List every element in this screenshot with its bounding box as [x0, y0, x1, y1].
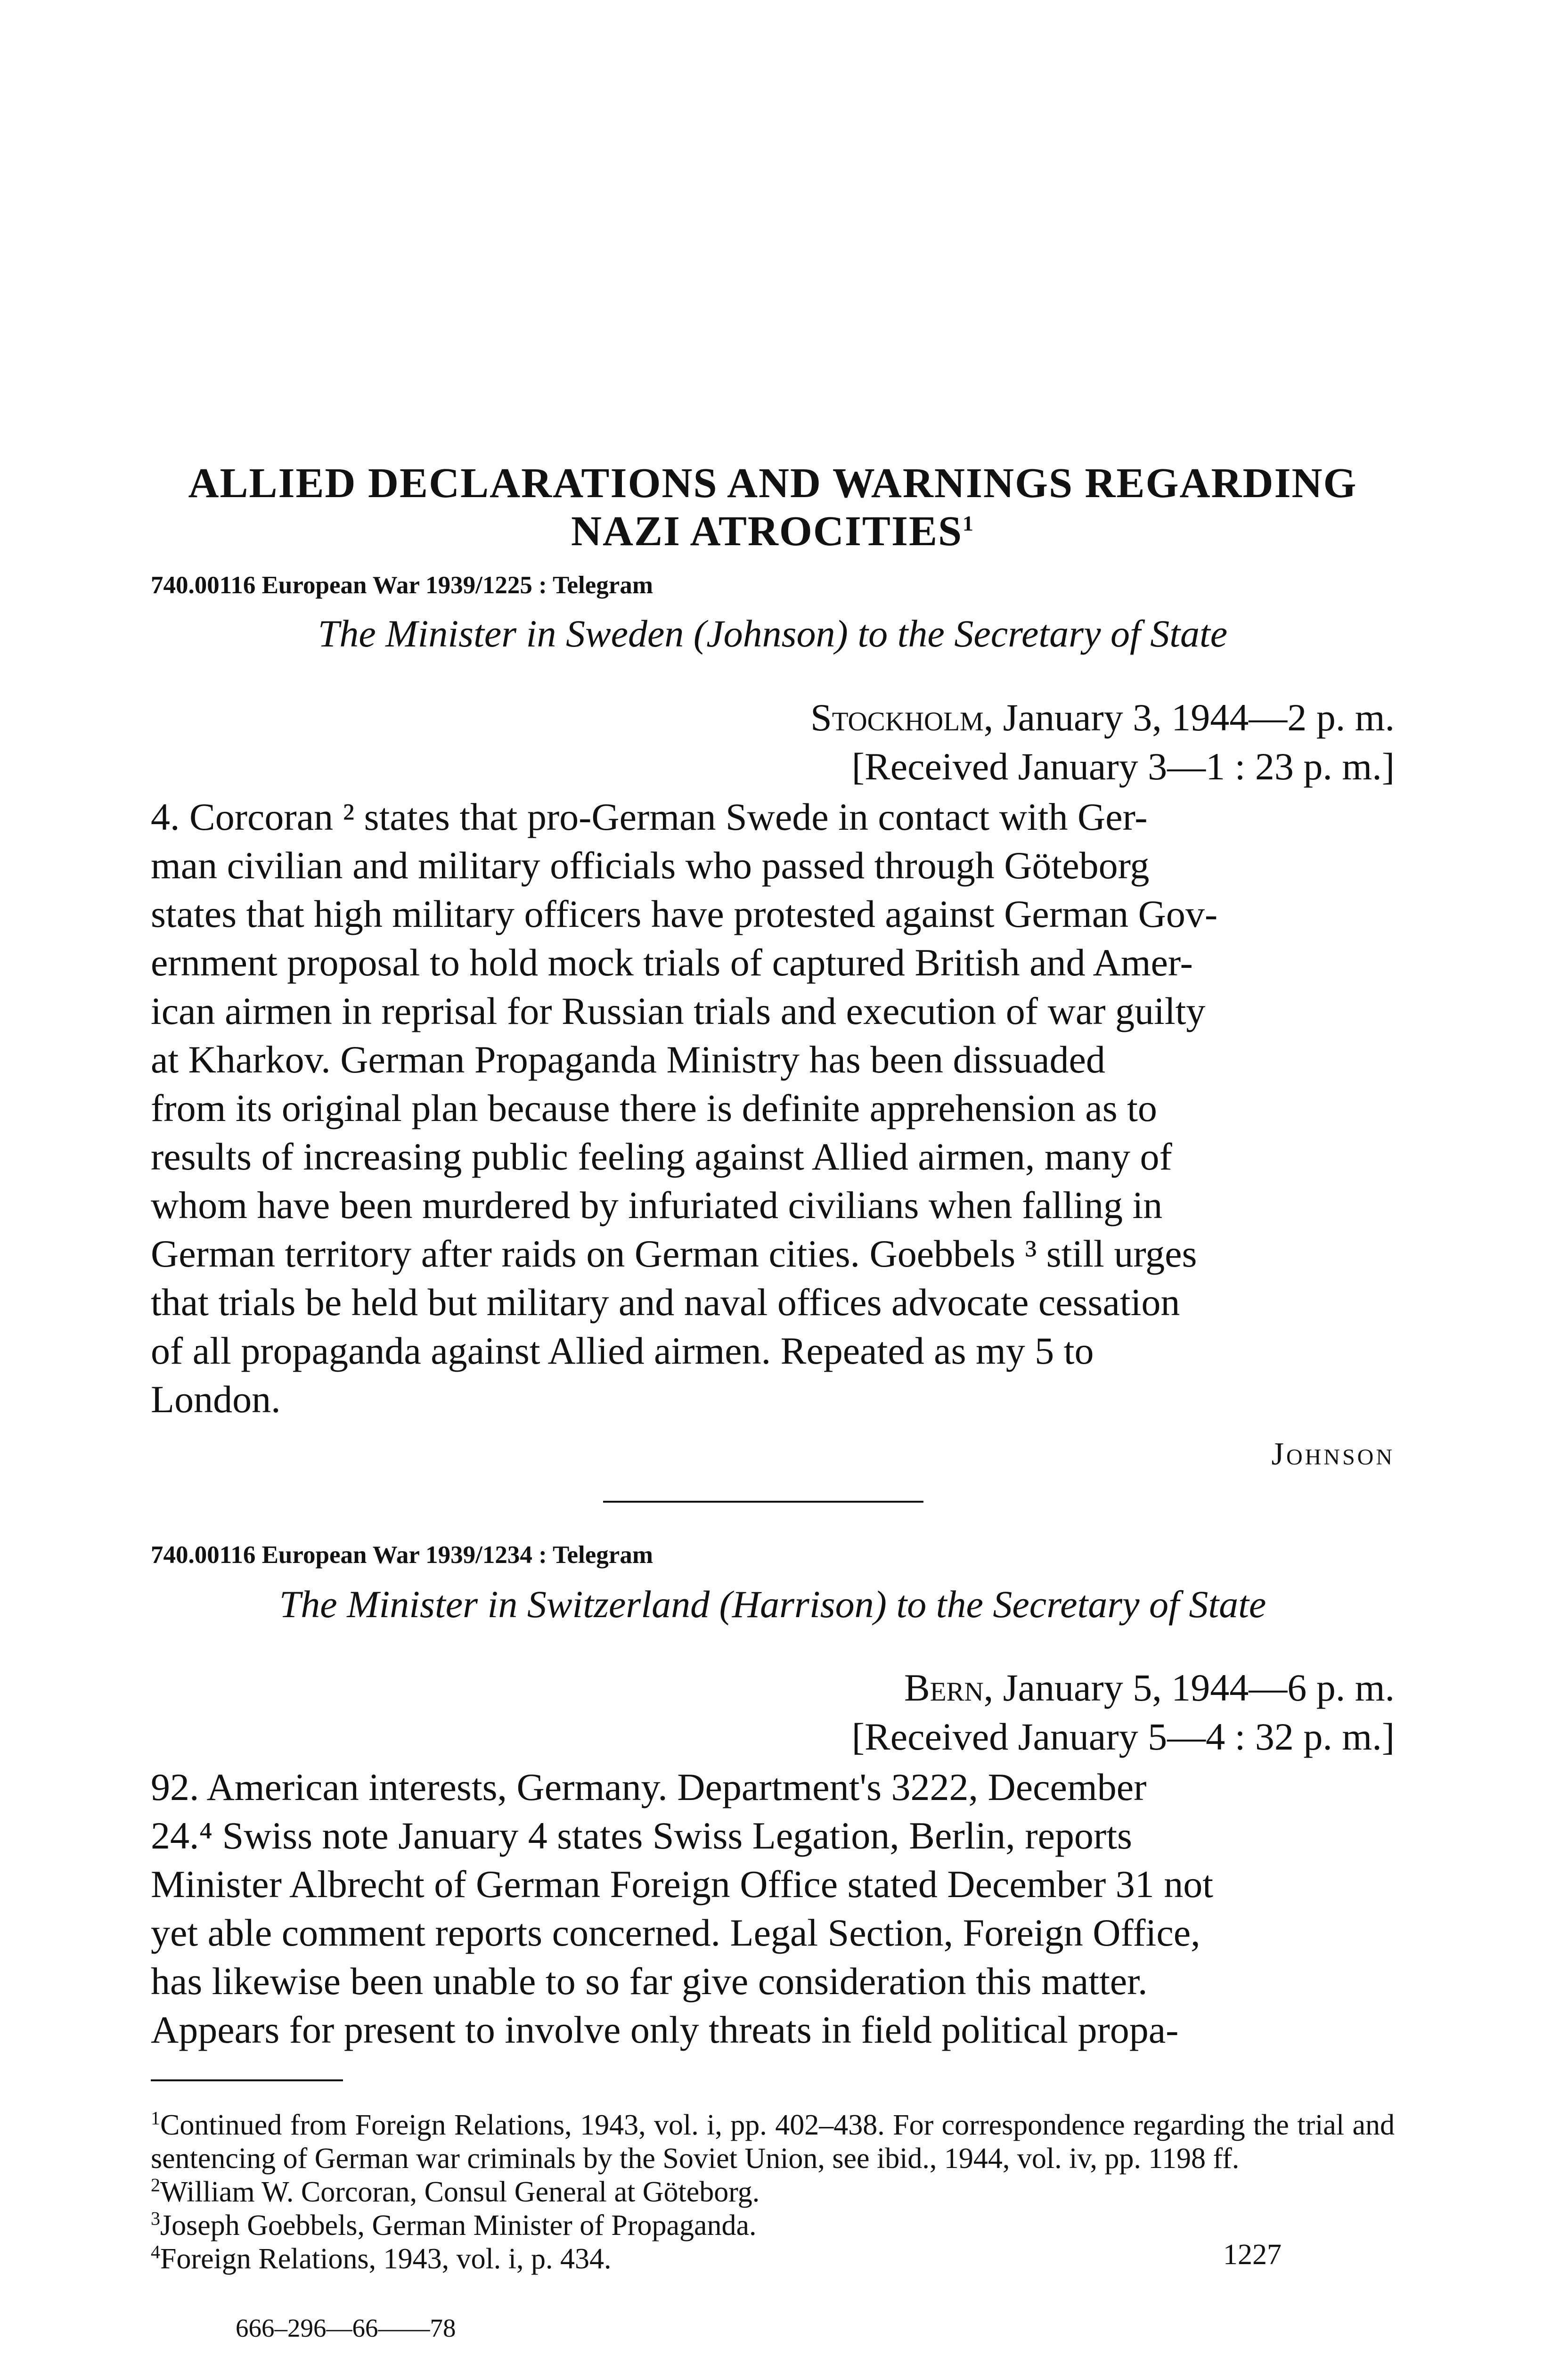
- entry-1-body-line: from its original plan because there is definite apprehension as to: [151, 1087, 1157, 1129]
- footnote-1-text: Continued from Foreign Relations, 1943, vol. i, pp. 402–438. For correspondence regarding the trial and sentencing of German war criminals by the Soviet Union, see ibid., 1944, vol. iv, pp. 1198 ff.: [151, 2109, 1395, 2175]
- entry-2-received-time: [Received January 5—4 : 32 p. m.]: [851, 1715, 1395, 1758]
- footnote-1: [151, 2109, 1395, 2176]
- entry-1-body-line: ican airmen in reprisal for Russian trials and execution of war guilty: [151, 990, 1206, 1032]
- entry-2-body-line: Minister Albrecht of German Foreign Office stated December 31 not: [151, 1863, 1214, 1906]
- entry-1-received-time: [Received January 3—1 : 23 p. m.]: [851, 745, 1395, 788]
- entry-2-body-line: has likewise been unable to so far give consideration this matter.: [151, 1960, 1148, 2003]
- footnote-4: [151, 2242, 1395, 2276]
- heading-line-2: NAZI ATROCITIES: [571, 508, 963, 555]
- footnote-separator: [151, 2079, 343, 2081]
- page-number: 1227: [1223, 2239, 1282, 2271]
- entry-1-sent-time: , January 3, 1944—2 p. m.: [983, 696, 1395, 739]
- entry-1-dateline: [810, 693, 1395, 791]
- entry-1-place: Stockholm: [810, 696, 984, 739]
- entry-2-body-line: 92. American interests, Germany. Department's 3222, December: [151, 1766, 1147, 1808]
- footnote-2-number: 2: [151, 2174, 160, 2196]
- entry-2-sent-time: , January 5, 1944—6 p. m.: [983, 1666, 1395, 1709]
- entry-2-file-reference: 740.00116 European War 1939/1234 : Telegram: [151, 1541, 653, 1569]
- entry-2-body-line: Appears for present to involve only threats in field political propa-: [151, 2008, 1179, 2051]
- entry-1-body-line: states that high military officers have protested against German Gov-: [151, 892, 1218, 935]
- document-page: [151, 0, 1395, 2356]
- heading-footnote-reference: 1: [963, 511, 975, 536]
- footnote-4-number: 4: [151, 2241, 160, 2263]
- entry-2-title: The Minister in Switzerland (Harrison) to the Secretary of State: [279, 1583, 1266, 1626]
- entry-1-file-reference: 740.00116 European War 1939/1225 : Telegram: [151, 572, 653, 599]
- entry-1-body-line: at Kharkov. German Propaganda Ministry has been dissuaded: [151, 1038, 1105, 1081]
- entry-1-body-line: of all propaganda against Allied airmen. Repeated as my 5 to: [151, 1329, 1094, 1372]
- footnote-4-text: Foreign Relations, 1943, vol. i, p. 434.: [160, 2243, 612, 2275]
- entry-2-dateline: [852, 1663, 1395, 1761]
- page-heading: [151, 459, 1395, 556]
- entry-2-body-line: yet able comment reports concerned. Legal Section, Foreign Office,: [151, 1911, 1200, 1954]
- footnote-3: [151, 2209, 1395, 2242]
- entry-1-signature: Johnson: [1271, 1436, 1395, 1472]
- entry-1-body-line: 4. Corcoran ² states that pro-German Swede in contact with Ger-: [151, 795, 1148, 838]
- heading-line-1: ALLIED DECLARATIONS AND WARNINGS REGARDING: [188, 460, 1357, 507]
- entry-2-body: [151, 1763, 1395, 2054]
- footnote-2: [151, 2176, 1395, 2209]
- entry-2-place: Bern: [904, 1666, 984, 1709]
- footnote-2-text: William W. Corcoran, Consul General at Göteborg.: [160, 2176, 760, 2208]
- section-divider: [603, 1501, 923, 1503]
- entry-1-body-line: ernment proposal to hold mock trials of captured British and Amer-: [151, 941, 1193, 984]
- entry-1-body-line: London.: [151, 1378, 281, 1421]
- footnotes: [151, 2109, 1395, 2276]
- footnote-3-number: 3: [151, 2208, 160, 2229]
- print-code: 666–296—66——78: [236, 2314, 456, 2342]
- entry-1-title: The Minister in Sweden (Johnson) to the Secretary of State: [318, 612, 1228, 655]
- entry-1-body: [151, 793, 1395, 1423]
- entry-1-body-line: man civilian and military officials who passed through Göteborg: [151, 844, 1150, 887]
- entry-1-body-line: whom have been murdered by infuriated civilians when falling in: [151, 1184, 1163, 1227]
- footnote-1-number: 1: [151, 2107, 160, 2129]
- entry-1-body-line: German territory after raids on German cities. Goebbels ³ still urges: [151, 1232, 1197, 1275]
- entry-2-body-line: 24.⁴ Swiss note January 4 states Swiss Legation, Berlin, reports: [151, 1814, 1132, 1857]
- footnote-3-text: Joseph Goebbels, German Minister of Propaganda.: [160, 2209, 757, 2241]
- entry-1-body-line: results of increasing public feeling against Allied airmen, many of: [151, 1135, 1172, 1178]
- entry-1-body-line: that trials be held but military and naval offices advocate cessation: [151, 1281, 1180, 1324]
